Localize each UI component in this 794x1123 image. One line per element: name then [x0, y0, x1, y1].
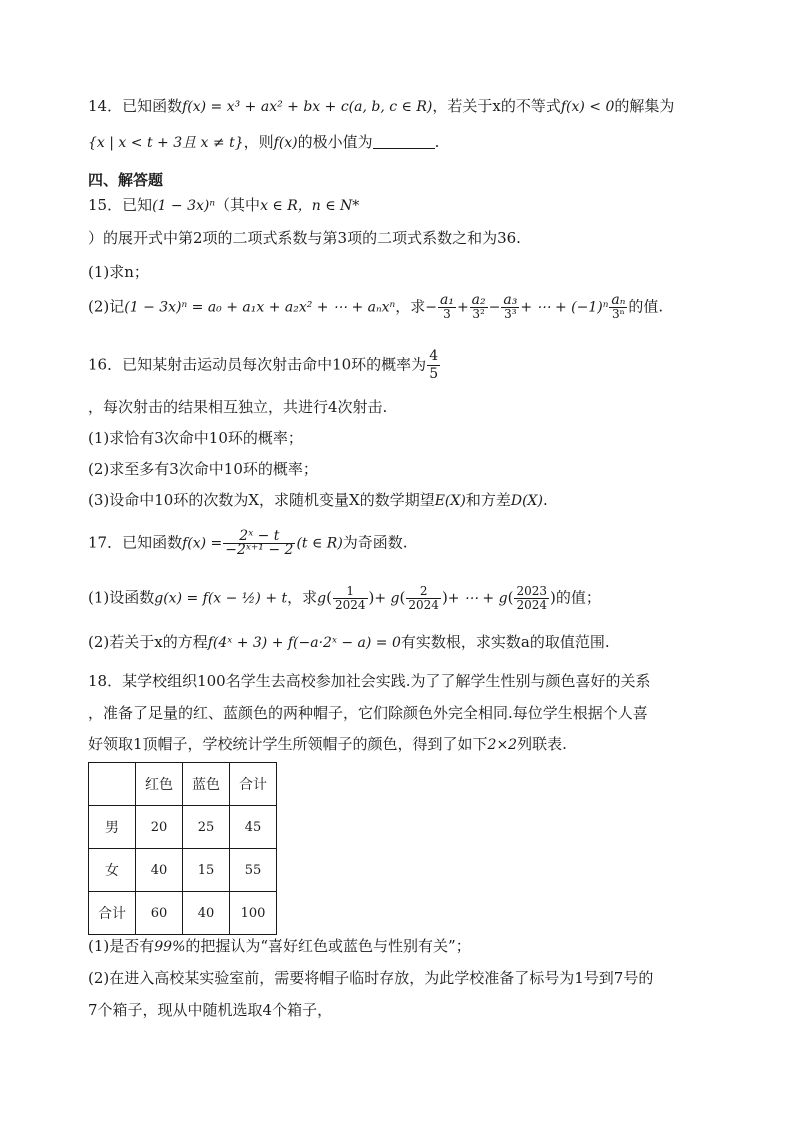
fraction-numerator: a₂	[471, 292, 486, 308]
fraction-denominator: 3²	[472, 307, 485, 321]
q17-sign: + g	[374, 590, 400, 607]
fraction-numerator: 2ˣ − t	[223, 530, 295, 544]
q17-part1: (1)设函数g(x) = f(x − ½) + t，求g( $\frac{1}{2024}$ )+ g( $\frac{2}{2024}$ )+ ⋯ + g( $\frac{2023}{2024}$ )的值；	[88, 584, 601, 612]
table-row	[89, 806, 277, 849]
q14-text: 的极小值为	[297, 133, 373, 151]
q14-text: ，则	[243, 133, 274, 151]
q17-g: g	[317, 590, 327, 607]
q14-text: ，若关于x的不等式	[432, 97, 561, 115]
q17-g-fraction-3	[514, 585, 549, 612]
q17-g-fraction-2	[406, 585, 441, 612]
fraction-denominator: −2ˣ⁺¹ − 2	[225, 542, 294, 558]
table-cell: 25	[183, 806, 230, 849]
q17-text: (1)设函数	[88, 588, 155, 607]
q18-part1	[88, 936, 471, 957]
q15-line1	[88, 195, 359, 216]
q16-text: .	[542, 491, 548, 509]
q17-text: 有实数根，求实数a的取值范围.	[400, 633, 610, 651]
q15-part2	[88, 294, 663, 321]
q16-part2: (2)求至多有3次命中10环的概率；	[88, 460, 318, 478]
q17-function-fraction	[223, 530, 295, 557]
fraction-denominator: 2024	[408, 598, 439, 612]
fraction-numerator: aₙ	[611, 292, 626, 308]
q18-part2-line1: (2)在进入高校某实验室前，需要将帽子临时存放，为此学校准备了标号为1号到7号的	[88, 969, 654, 987]
fraction-denominator: 3ⁿ	[611, 307, 625, 321]
contingency-table	[88, 762, 277, 935]
q16-text: (3)设命中10环的次数为X，求随机变量X的数学期望	[88, 491, 435, 509]
q15-sign: −	[425, 299, 437, 316]
q17-text: 的值；	[555, 588, 601, 607]
q15-text: 的值.	[628, 297, 664, 316]
q16-part1: (1)求恰有3次命中10环的概率；	[88, 429, 303, 447]
q15-fraction-2	[470, 294, 488, 321]
q17-text: (2)若关于x的方程	[88, 633, 208, 651]
table-row-label: 男	[89, 806, 136, 849]
table-header-cell: 红色	[136, 763, 183, 806]
fraction-numerator: 4	[429, 348, 439, 364]
fraction-denominator: 2024	[516, 598, 547, 612]
q16-line2: ，每次射击的结果相互独立，共进行4次射击.	[88, 398, 388, 416]
q14-fx: f(x)	[273, 135, 298, 151]
fraction-numerator: 2023	[516, 584, 547, 598]
table-header-cell: 蓝色	[183, 763, 230, 806]
q18-line1: 18．某学校组织100名学生去高校参加社会实践.为了了解学生性别与颜色喜好的关系	[88, 672, 651, 690]
q16-part3	[88, 490, 548, 511]
q18-table-dimension: 2×2	[487, 737, 518, 753]
fraction-numerator: a₃	[503, 292, 518, 308]
q17-text: 为奇函数.	[342, 533, 408, 552]
q16-line1	[88, 348, 441, 383]
fraction-denominator: 3³	[504, 307, 517, 321]
q17-line1	[88, 530, 408, 557]
table-header-cell: 合计	[230, 763, 277, 806]
q15-fraction-1	[438, 294, 456, 321]
q18-text: (1)是否有	[88, 937, 155, 955]
q17-text: ，求	[287, 588, 318, 607]
q15-condition: x ∈ R，n ∈ N*	[260, 198, 360, 214]
q14-function-formula: f(x) = x³ + ax² + bx + c(a, b, c ∈ R)	[182, 99, 433, 115]
q15-sign: +	[456, 299, 469, 316]
q16-text: 16．已知某射击运动员每次射击命中10环的概率为	[88, 355, 427, 374]
q18-part2-line2: 7个箱子，现从中随机选取4个箱子，	[88, 1001, 333, 1019]
q15-part1: (1)求n；	[88, 263, 149, 281]
q15-sign: −	[488, 299, 501, 316]
table-cell: 60	[136, 892, 183, 935]
q17-equation: f(4ˣ + 3) + f(−a·2ˣ − a) = 0	[207, 635, 401, 651]
q18-text: 的把握认为“喜好红色或蓝色与性别有关”；	[185, 937, 471, 955]
q16-text: 和方差	[465, 491, 511, 509]
table-cell: 40	[136, 849, 183, 892]
q17-fx: f(x) =	[182, 535, 223, 552]
table-cell: 100	[230, 892, 277, 935]
fraction-numerator: 2	[406, 585, 441, 599]
q17-part2	[88, 632, 610, 653]
q16-probability-fraction	[427, 348, 440, 383]
q14-text: 14．已知函数	[88, 97, 183, 115]
q15-binomial: (1 − 3x)ⁿ	[152, 198, 216, 214]
q17-condition: (t ∈ R)	[296, 535, 343, 552]
q17-gx-argument: (x − ½) + t	[207, 590, 288, 607]
q17-text: 17．已知函数	[88, 533, 183, 552]
q17-sign: + ⋯ + g	[447, 590, 508, 607]
table-row-label: 女	[89, 849, 136, 892]
q14-inequality: f(x) < 0	[560, 99, 615, 115]
q14-line1	[88, 96, 674, 117]
q18-percentage: 99%	[154, 939, 186, 955]
q17-gx: g(x) = f	[154, 590, 208, 607]
section-heading: 四、解答题	[88, 171, 164, 189]
fraction-denominator: 3	[443, 307, 451, 321]
q15-text: ，求	[395, 297, 426, 316]
table-header-row	[89, 763, 277, 806]
q15-text: (2)记	[88, 297, 125, 316]
table-row	[89, 892, 277, 935]
q14-text: 的解集为	[614, 97, 675, 115]
table-row	[89, 849, 277, 892]
q18-text: 好领取1顶帽子，学校统计学生所领帽子的颜色，得到了如下	[88, 735, 488, 753]
table-header-cell	[89, 763, 136, 806]
q14-line2	[88, 132, 439, 153]
q15-fraction-3	[501, 294, 519, 321]
fraction-numerator: 1	[333, 585, 368, 599]
q15-text: 15．已知	[88, 196, 153, 214]
table-cell: 55	[230, 849, 277, 892]
q15-expansion: (1 − 3x)ⁿ = a₀ + a₁x + a₂x² + ⋯ + aₙxⁿ	[124, 299, 396, 316]
q16-variance: D(X)	[510, 493, 543, 509]
q15-sign: + ⋯ + (−1)ⁿ	[520, 299, 609, 316]
q15-text: （其中	[215, 196, 261, 214]
q14-solution-set: {x | x < t + 3且 x ≠ t}	[88, 135, 244, 151]
table-cell: 15	[183, 849, 230, 892]
table-cell: 40	[183, 892, 230, 935]
q14-text: .	[434, 133, 440, 151]
table-cell: 20	[136, 806, 183, 849]
q18-text: 列联表.	[517, 735, 567, 753]
q17-g-fraction-1	[333, 585, 368, 612]
table-cell: 45	[230, 806, 277, 849]
q14-answer-blank[interactable]	[373, 134, 435, 149]
table-row-label: 合计	[89, 892, 136, 935]
q15-line2: ）的展开式中第2项的二项式系数与第3项的二项式系数之和为36.	[88, 229, 521, 247]
q18-line3	[88, 734, 567, 755]
q16-expectation: E(X)	[434, 493, 466, 509]
fraction-denominator: 5	[429, 366, 439, 382]
fraction-numerator: a₁	[439, 292, 454, 308]
fraction-denominator: 2024	[334, 598, 366, 612]
q18-line2: ，准备了足量的红、蓝颜色的两种帽子，它们除颜色外完全相同.每位学生根据个人喜	[88, 704, 648, 722]
q15-fraction-4	[609, 294, 627, 321]
